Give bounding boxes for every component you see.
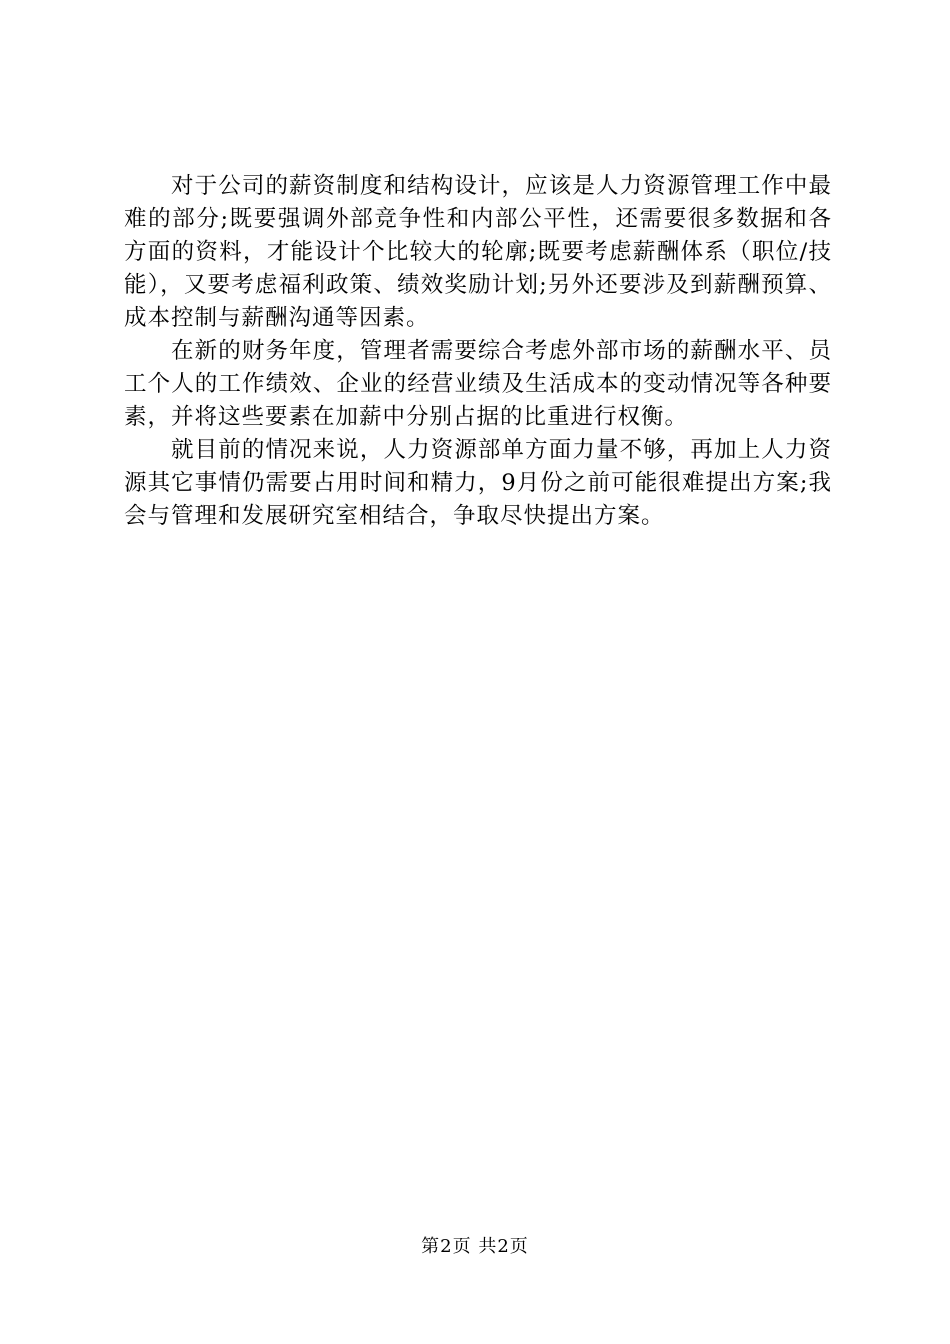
document-body [124,170,832,533]
paragraph-3: 就目前的情况来说，人力资源部单方面力量不够，再加上人力资源其它事情仍需要占用时间和精力，9月份之前可能很难提出方案;我会与管理和发展研究室相结合，争取尽快提出方案。 [124,437,832,529]
paragraph-1: 对于公司的薪资制度和结构设计，应该是人力资源管理工作中最难的部分;既要强调外部竞争性和内部公平性，还需要很多数据和各方面的资料，才能设计个比较大的轮廓;既要考虑薪酬体系（职位/技能），又要考虑福利政策、绩效奖励计划;另外还要涉及到薪酬预算、成本控制与薪酬沟通等因素。 [124,173,832,331]
page-footer: 第2页 共2页 [421,1236,529,1257]
paragraph-2: 在新的财务年度，管理者需要综合考虑外部市场的薪酬水平、员工个人的工作绩效、企业的经营业绩及生活成本的变动情况等各种要素，并将这些要素在加薪中分别占据的比重进行权衡。 [124,338,832,430]
